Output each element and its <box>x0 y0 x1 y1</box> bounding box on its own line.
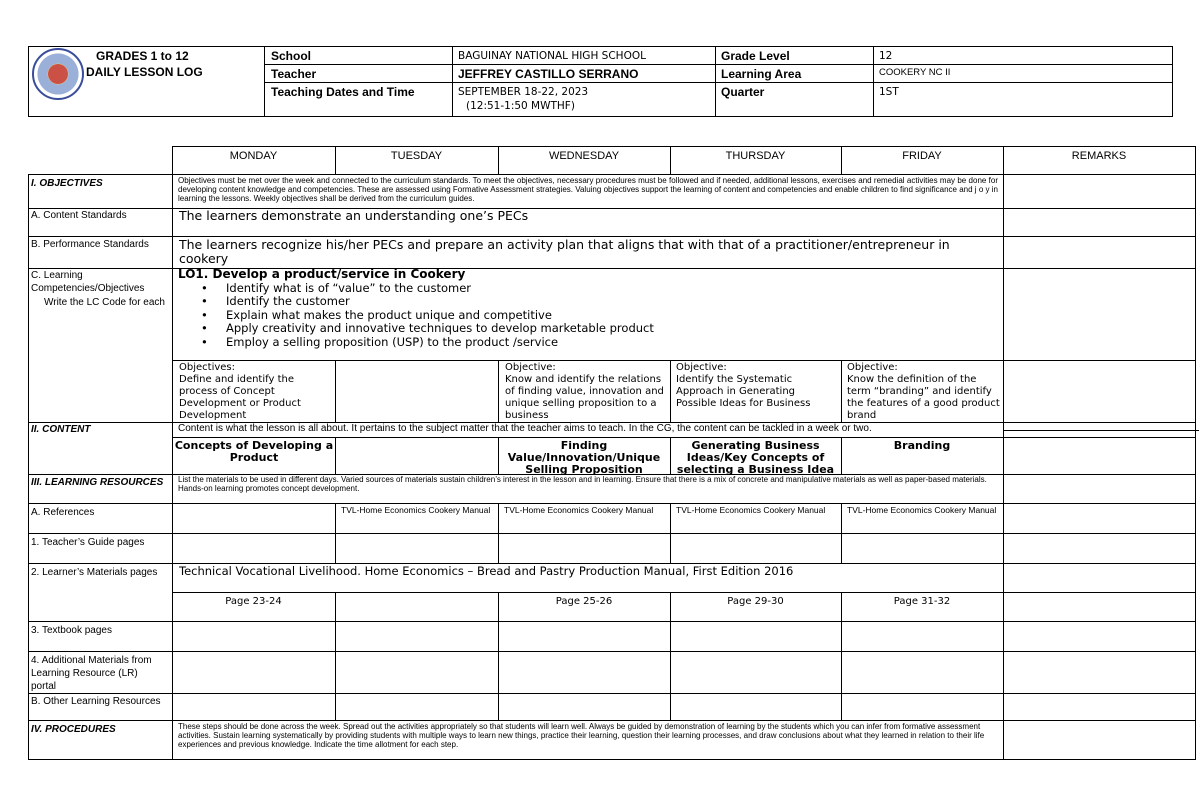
resources-text: List the materials to be used in different days. Varied sources of materials sustain children’s interest in the lesson and in learning. Ensure that there is a mix of concrete and manipulative materials as well as paper-based materials. Hands-on learning promotes concept development. <box>178 475 987 493</box>
label-teacher: Teacher <box>271 67 317 81</box>
day-wednesday: WEDNESDAY <box>548 150 620 162</box>
day-tuesday: TUESDAY <box>390 150 443 162</box>
content-thursday: Generating Business Ideas/Key Concepts of selecting a Business Idea <box>676 439 835 476</box>
page-monday: Page 23-24 <box>225 596 282 607</box>
deped-seal-icon <box>32 48 84 100</box>
day-thursday: THURSDAY <box>725 150 786 162</box>
row-procedures: IV. PROCEDURES <box>31 724 116 735</box>
header-title-1: GRADES 1 to 12 <box>96 49 189 63</box>
content-standards-text: The learners demonstrate an understanding one’s PECs <box>179 208 529 223</box>
page-thursday: Page 29-30 <box>727 596 784 607</box>
obj-wednesday: Objective: Know and identify the relations of finding value, innovation and unique selling proposition to a business <box>505 362 664 420</box>
lo-title: LO1. Develop a product/service in Cookery <box>178 267 466 281</box>
content-wednesday: Finding Value/Innovation/Unique Selling Proposition <box>507 439 661 476</box>
value-grade: 12 <box>879 50 893 62</box>
lo-list <box>176 282 654 349</box>
row-additional-1: 4. Additional Materials from <box>31 655 152 666</box>
row-additional-3: portal <box>31 681 57 692</box>
row-other-resources: B. Other Learning Resources <box>31 696 161 707</box>
header-title-2: DAILY LESSON LOG <box>86 65 203 79</box>
objectives-text: Objectives must be met over the week and connected to the curriculum standards. To meet the objectives, necessary procedures must be followed and if needed, additional lessons, exercises and remedial activities may be done for developing content knowledge and competencies. These are assessed using Formative Assessment strategies. Valuing objectives support the learning of content and competencies and enable children to find significance and j o y in learning the lessons. Weekly objectives shall be derived from the curriculum guides. <box>178 176 998 203</box>
list-item: • Employ a selling proposition (USP) to the product /service <box>226 336 654 349</box>
row-competencies-2: Competencies/Objectives <box>31 283 145 294</box>
page-friday: Page 31-32 <box>893 596 951 607</box>
list-item: • Explain what makes the product unique and competitive <box>226 309 654 322</box>
ref-wednesday: TVL-Home Economics Cookery Manual <box>504 505 654 515</box>
row-objectives: I. OBJECTIVES <box>31 178 103 189</box>
row-learners-materials: 2. Learner’s Materials pages <box>31 567 158 578</box>
lm-text: Technical Vocational Livelihood. Home Economics – Bread and Pastry Production Manual, First Edition 2016 <box>179 564 794 578</box>
list-item: • Apply creativity and innovative techniques to develop marketable product <box>226 322 654 335</box>
row-additional-2: Learning Resource (LR) <box>31 668 138 679</box>
value-dates-1: SEPTEMBER 18-22, 2023 <box>458 86 589 98</box>
row-performance-standards: B. Performance Standards <box>31 239 149 250</box>
obj-friday: Objective: Know the definition of the term “branding” and identify the features of a good product brand <box>847 362 1000 420</box>
obj-thursday: Objective: Identify the Systematic Approach in Generating Possible Ideas for Business <box>676 362 811 409</box>
content-text: Content is what the lesson is all about. It pertains to the subject matter that the teacher aims to teach. In the CG, the content can be tackled in a week or two. <box>178 423 872 434</box>
list-item: • Identify what is of “value” to the customer <box>226 282 654 295</box>
ref-thursday: TVL-Home Economics Cookery Manual <box>676 505 826 515</box>
ref-friday: TVL-Home Economics Cookery Manual <box>847 505 997 515</box>
label-grade: Grade Level <box>721 49 790 63</box>
day-friday: FRIDAY <box>902 150 942 162</box>
value-area: COOKERY NC II <box>879 67 951 78</box>
row-references: A. References <box>31 507 95 518</box>
label-quarter: Quarter <box>721 85 765 99</box>
row-content-standards: A. Content Standards <box>31 210 127 221</box>
value-school: BAGUINAY NATIONAL HIGH SCHOOL <box>458 50 646 62</box>
row-textbook: 3. Textbook pages <box>31 625 112 636</box>
row-competencies-1: C. Learning <box>31 270 83 281</box>
ref-tuesday: TVL-Home Economics Cookery Manual <box>341 505 491 515</box>
day-monday: MONDAY <box>229 150 278 162</box>
content-monday: Concepts of Developing a Product <box>174 439 334 464</box>
procedures-text: These steps should be done across the week. Spread out the activities appropriately so that students will learn well. Always be guided by demonstration of learning by the students which you can infer from formative assessment activities. Sustain learning systematically by providing students with multiple ways to learn new things, practice their learning, question their learning processes, and draw conclusions about what they learned in relation to their life experiences and previous knowledge. Indicate the time allotment for each step. <box>178 722 985 749</box>
list-item: • Identify the customer <box>226 295 654 308</box>
label-area: Learning Area <box>721 67 802 81</box>
value-teacher: JEFFREY CASTILLO SERRANO <box>458 67 639 81</box>
row-teachers-guide: 1. Teacher’s Guide pages <box>31 537 145 548</box>
value-quarter: 1ST <box>879 86 899 98</box>
row-resources: III. LEARNING RESOURCES <box>31 477 164 488</box>
row-competencies-3: Write the LC Code for each <box>44 297 165 308</box>
label-dates: Teaching Dates and Time <box>271 85 415 99</box>
obj-monday: Objectives: Define and identify the process of Concept Development or Product Development <box>179 362 301 420</box>
label-school: School <box>271 49 312 63</box>
content-friday: Branding <box>893 439 951 452</box>
page-wednesday: Page 25-26 <box>555 596 613 607</box>
row-content: II. CONTENT <box>31 424 91 435</box>
day-remarks: REMARKS <box>1071 150 1127 162</box>
performance-standards-text: The learners recognize his/her PECs and prepare an activity plan that aligns that with that of a practitioner/entrepreneur in cookery <box>179 237 950 266</box>
value-dates-2: (12:51-1:50 MWTHF) <box>466 100 575 112</box>
